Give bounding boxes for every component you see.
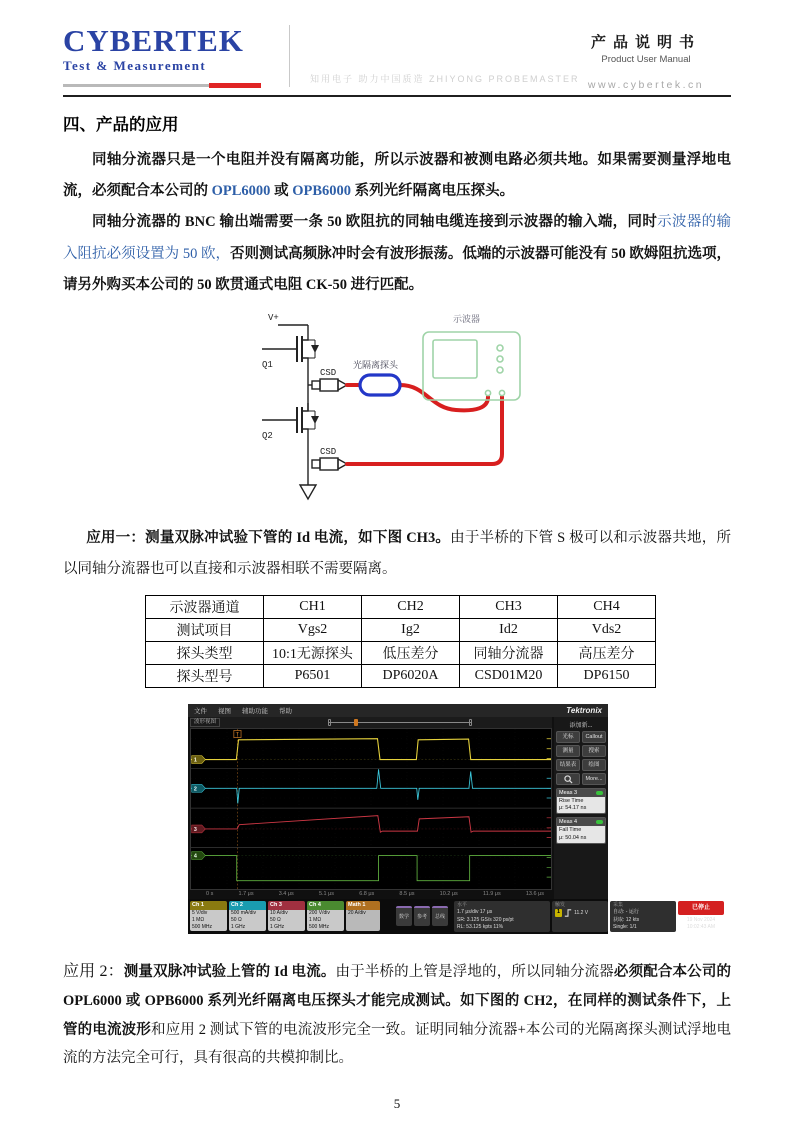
trigger-title: 触发 [555,902,566,909]
ch4-name: Ch 4 [307,901,344,910]
acq-title: 采集 [613,902,624,909]
magnifier-icon [564,775,573,784]
label-q1: Q1 [262,359,273,370]
section-title: 四、产品的应用 [63,115,179,134]
horizontal-scale: 1.7 μs/div 17 μs [457,909,493,916]
date-text: 19 Nov 2024 [686,917,716,924]
ch2-badge [229,901,266,931]
para1-conj: 或 [270,183,293,200]
app1-lead: 应用一：测量双脉冲试验下管的 Id 电流，如下图 CH3。 [86,529,451,546]
scope-menu-utility: 辅助功能 [242,708,268,716]
cell: 高压差分 [558,642,656,665]
ref-button: 参考 [414,906,430,926]
stopped-button: 已停止 [678,901,724,915]
acq-single: Single: 1/1 [613,923,637,930]
meas4-value: μ: 50.04 ns [559,834,587,841]
horizontal-panel [454,901,550,932]
waveform-view-tab: 波形视图 [190,718,220,727]
scope-right-panel [554,717,608,899]
circuit-diagram [200,307,560,519]
cell: CH3 [460,596,558,619]
tick: 0 s [206,891,214,898]
ch1-trace [191,739,551,760]
meas4-status-led [596,820,603,824]
ch2-bandwidth: 1 GHz [231,923,246,930]
oscilloscope-shape [423,332,520,400]
math1-badge [346,901,380,931]
acquisition-panel [610,901,676,932]
tick: 6.8 μs [359,891,375,898]
channel-table [145,595,656,688]
logo-tagline: Test & Measurement [63,58,207,73]
label-q2: Q2 [262,430,273,441]
trigger-panel [552,901,608,932]
time-text: 10:02:43 AM [686,923,716,930]
ch3-name: Ch 3 [268,901,305,910]
ch1-name: Ch 1 [190,901,227,910]
paragraph-1 [63,145,731,207]
tektronix-logo: Tektronix [566,706,602,716]
scope-menu-help: 帮助 [279,708,292,716]
meas4-kind: Fall Time [559,827,582,834]
cell: 探头型号 [146,665,264,688]
label-csd1: CSD [320,367,337,378]
ch3-impedance: 50 Ω [270,916,281,923]
acq-mode: 自动: - 运行 [613,909,639,916]
cell: Id2 [460,619,558,642]
scope-menu-file: 文件 [194,708,207,716]
cell: 同轴分流器 [460,642,558,665]
scope-bottom-bar [188,899,716,934]
app2-lead: 应用 2： [63,963,124,981]
svg-text:T: T [235,732,240,739]
header-watermark: 知用电子 助力中国质造 ZHIYONG PROBEMASTER [310,74,580,84]
cell: P6501 [264,665,362,688]
cell: DP6150 [558,665,656,688]
app2-bold1: 测量双脉冲试验上管的 Id 电流。 [123,964,336,981]
ch1-badge [190,901,227,931]
callout-button: Callout [582,731,606,743]
cell: 10:1无源探头 [264,642,362,665]
doc-title-en: Product User Manual [601,54,691,65]
meas3-badge [556,788,606,814]
waveform-svg [191,729,551,889]
doc-title-cn: 产品说明书 [590,35,701,51]
cell: Vgs2 [264,619,362,642]
horizontal-title: 水平 [457,902,468,909]
search-button: 搜索 [582,745,606,757]
slider-trigger-marker [354,719,358,726]
math1-name: Math 1 [346,901,380,910]
para1-text: 同轴分流器只是一个电阻并没有隔离功能，所以示波器和被测电路必须共地。如果需要测量浮地电流，必须配合本公司的 [63,152,731,200]
svg-text:2: 2 [193,786,197,793]
ch4-badge [307,901,344,931]
oscilloscope-screenshot [188,704,716,934]
meas3-name: Meas 3 [559,790,578,797]
cell: CH2 [362,596,460,619]
para1-tail: 系列光纤隔离电压探头。 [351,183,515,200]
results-table-button: 结果表 [556,759,580,771]
logo-wordmark: CYBERTEK [63,23,244,58]
ch3-badge [268,901,305,931]
ch2-impedance: 50 Ω [231,916,242,923]
ch3-bandwidth: 1 GHz [270,923,285,930]
ch1-bandwidth: 500 MHz [192,923,213,930]
ch4-impedance: 1 MΩ [309,916,322,923]
slider-handle-right [469,719,472,726]
para2-tail: 否则测试高频脉冲时会有波形振荡。低端的示波器可能没有 50 欧姆阻抗选项，请另外购买本公司的 50 欧贯通式电阻 CK-50 进行匹配。 [63,245,732,293]
paragraph-app2 [63,956,731,1072]
tick: 1.7 μs [238,891,254,898]
company-website: www.cybertek.cn [587,79,705,91]
label-oscilloscope: 示波器 [453,313,481,324]
page-header [63,25,731,97]
app2-normal1: 由于半桥的上管是浮地的，所以同轴分流器 [335,964,614,981]
app2-normal2: 和应用 2 测试下管的电流波形完全一致。证明同轴分流器+本公司的光隔离探头测试浮地电流的方法完全可行，具有很高的共模抑制比。 [63,1021,732,1066]
ch2-scale: 500 mA/div [231,910,257,917]
slider-track [328,722,472,723]
datetime-display [678,917,724,930]
ch3-scale: 10 A/div [270,910,288,917]
svg-text:3: 3 [193,827,197,834]
tick: 13.6 μs [525,891,544,898]
sample-rate: SR: 3.125 GS/s 320 ps/pt [457,916,514,923]
record-length: RL: 53.125 kpts 11% [457,923,504,930]
table-row [146,619,656,642]
tick: 10.2 μs [439,891,458,898]
svg-text:1: 1 [193,757,197,764]
trigger-source-badge: 1 [557,909,561,916]
tick: 3.4 μs [278,891,294,898]
header-right [561,25,731,95]
cell: 低压差分 [362,642,460,665]
header-middle [304,25,580,95]
pan-zoom-slider [232,720,552,725]
scope-menubar [188,704,608,717]
table-row [146,596,656,619]
ch4-scale: 200 V/div [309,910,330,917]
cell: 测试项目 [146,619,264,642]
math1-scale: 20 A/div [348,910,366,917]
tick: 8.5 μs [399,891,415,898]
ch2-name: Ch 2 [229,901,266,910]
bus-button: 总线 [432,906,448,926]
logo-underline [63,84,261,87]
scope-zoom-strip [190,717,552,728]
plot-button: 绘图 [582,759,606,771]
measure-button: 测量 [556,745,580,757]
run-stop-column [678,901,724,930]
cell: CSD01M20 [460,665,558,688]
add-new-label: 添加新... [569,723,593,730]
app1-tail: 由于半桥的下管 S 极可以和示波器共地，所以同轴分流器也可以直接和示波器相联不需要隔离。 [63,529,731,578]
paragraph-app1 [63,523,731,585]
ch2-trace [191,769,551,803]
waveform-plot [190,728,552,890]
ch4-trace [191,853,551,881]
ch4-bandwidth: 500 MHz [309,923,330,930]
math-button: 数学 [396,906,412,926]
acq-rate: 获取: 12 kts [613,916,640,923]
para2-lead: 同轴分流器的 BNC 输出端需要一条 50 欧阻抗的同轴电缆连接到示波器的输入端，同时 [92,214,658,231]
label-csd2: CSD [320,446,337,457]
optical-probe-shape [360,375,400,395]
cell: 探头类型 [146,642,264,665]
header-divider [289,25,290,87]
meas3-status-led [596,791,603,795]
tick: 11.9 μs [482,891,501,898]
para2-revision: 示波器的输入阻抗必须设置为 50 欧， [63,214,731,262]
logo-underline-accent [209,83,261,88]
label-vplus: V+ [268,312,279,323]
table-row [146,665,656,688]
paragraph-2 [63,207,731,301]
cell: 示波器通道 [146,596,264,619]
cell: CH1 [264,596,362,619]
scope-menu-view: 视图 [218,708,231,716]
meas3-value: μ: 54.17 ns [559,805,587,812]
circuit-diagram-svg [200,307,560,519]
cell: DP6020A [362,665,460,688]
slider-handle-left [328,719,331,726]
company-logo [63,25,275,95]
meas4-badge [556,817,606,843]
time-axis-ticks [190,891,552,899]
meas3-kind: Rise Time [559,798,584,805]
model-opl6000: OPL6000 [211,183,271,200]
page-number: 5 [393,1096,401,1112]
table-row [146,642,656,665]
svg-text:4: 4 [193,853,197,860]
cursor-button: 光标 [556,731,580,743]
more-button: More... [582,773,606,785]
tick: 5.1 μs [318,891,335,898]
cell: CH4 [558,596,656,619]
ch1-scale: 5 V/div [192,910,208,917]
ch1-impedance: 1 MΩ [192,916,205,923]
model-opb6000: OPB6000 [292,183,351,200]
rising-edge-icon [564,909,572,917]
meas4-name: Meas 4 [559,819,578,826]
cell: Vds2 [558,619,656,642]
cell: Ig2 [362,619,460,642]
app2-bold2: 必须配合本公司的 OPL6000 或 OPB6000 系列光纤隔离电压探头才能完成测试。如下图的 CH2，在同样的测试条件下，上管的电流波形 [63,964,731,1038]
label-optical-probe: 光隔离探头 [353,359,399,370]
trigger-level: 11.2 V [574,909,589,916]
zoom-button [556,773,580,785]
